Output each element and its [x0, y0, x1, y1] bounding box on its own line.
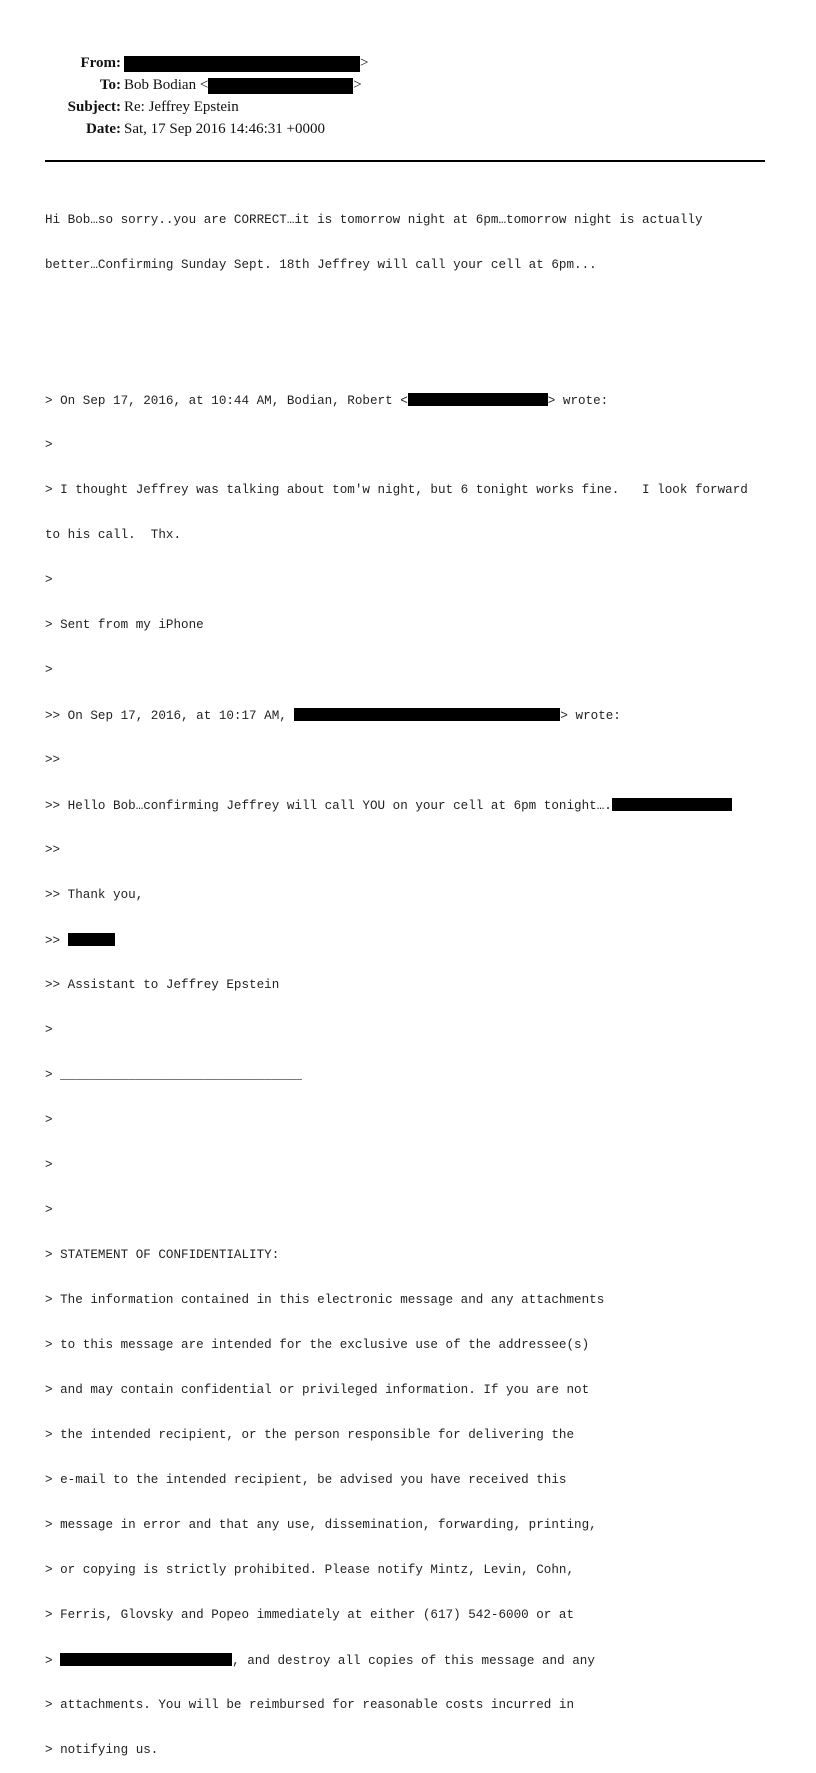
confidentiality-text: , and destroy all copies of this message and any [232, 1654, 595, 1668]
redaction-block [294, 708, 560, 721]
confidentiality-line: > message in error and that any use, dissemination, forwarding, printing, [45, 1518, 597, 1532]
quote-header-text: > wrote: [560, 709, 621, 723]
quote-text: >> [45, 934, 68, 948]
confidentiality-line: > or copying is strictly prohibited. Please notify Mintz, Levin, Cohn, [45, 1563, 575, 1577]
from-value [124, 52, 368, 74]
quote-header-text: > On Sep 17, 2016, at 10:44 AM, Bodian, Robert < [45, 394, 408, 408]
quote-line: > [45, 438, 53, 452]
quote-line: > I thought Jeffrey was talking about tom'w night, but 6 tonight works fine. I look forward [45, 483, 748, 497]
from-label: From: [80, 55, 121, 71]
quote-header-line [45, 708, 785, 723]
quote-line [45, 933, 785, 948]
quote-line: > [45, 1113, 53, 1127]
date-row [0, 118, 816, 140]
redaction-block [208, 78, 353, 94]
confidentiality-line: > STATEMENT OF CONFIDENTIALITY: [45, 1248, 280, 1262]
quote-line: > [45, 1023, 53, 1037]
blank-line [45, 348, 785, 363]
confidentiality-line: > notifying us. [45, 1743, 159, 1757]
quote-line: > [45, 573, 53, 587]
date-value: Sat, 17 Sep 2016 14:46:31 +0000 [124, 121, 325, 137]
confidentiality-line: > e-mail to the intended recipient, be advised you have received this [45, 1473, 567, 1487]
quote-line: >> [45, 753, 61, 767]
subject-label: Subject: [67, 99, 121, 115]
quote-header-line [45, 393, 785, 408]
quote-line [45, 798, 785, 813]
to-row [0, 74, 816, 96]
subject-row [0, 96, 816, 118]
to-value [124, 74, 362, 96]
confidentiality-line: > The information contained in this electronic message and any attachments [45, 1293, 605, 1307]
quote-line: >> Assistant to Jeffrey Epstein [45, 978, 280, 992]
from-suffix: > [360, 55, 369, 71]
from-row [0, 52, 816, 74]
quote-header-text: >> On Sep 17, 2016, at 10:17 AM, [45, 709, 295, 723]
date-label: Date: [86, 121, 121, 137]
to-suffix: > [353, 77, 362, 93]
redaction-block [408, 393, 548, 406]
quote-line: > [45, 663, 53, 677]
to-label: To: [99, 77, 121, 93]
header-divider [45, 160, 765, 162]
confidentiality-line: > Ferris, Glovsky and Popeo immediately at either (617) 542-6000 or at [45, 1608, 575, 1622]
quote-line: >> Thank you, [45, 888, 144, 902]
body-line: Hi Bob…so sorry..you are CORRECT…it is tomorrow night at 6pm…tomorrow night is actually [45, 213, 703, 227]
quote-text: >> Hello Bob…confirming Jeffrey will call YOU on your cell at 6pm tonight…. [45, 799, 612, 813]
quote-line: > [45, 1158, 53, 1172]
quote-line: > Sent from my iPhone [45, 618, 204, 632]
redaction-block [612, 798, 732, 811]
confidentiality-line: > attachments. You will be reimbursed for reasonable costs incurred in [45, 1698, 575, 1712]
redaction-block [124, 56, 360, 72]
blank-line [45, 303, 785, 318]
confidentiality-line: > and may contain confidential or privileged information. If you are not [45, 1383, 590, 1397]
confidentiality-line: > the intended recipient, or the person responsible for delivering the [45, 1428, 575, 1442]
confidentiality-line: > to this message are intended for the exclusive use of the addressee(s) [45, 1338, 590, 1352]
body-line: better…Confirming Sunday Sept. 18th Jeffrey will call your cell at 6pm... [45, 258, 597, 272]
to-name: Bob Bodian < [124, 77, 209, 93]
quote-line: to his call. Thx. [45, 528, 182, 542]
quote-line: >> [45, 843, 61, 857]
quote-header-text: > wrote: [547, 394, 609, 408]
confidentiality-text: > [45, 1654, 61, 1668]
confidentiality-line [45, 1653, 785, 1668]
redaction-block [68, 933, 115, 946]
quote-line: > [45, 1203, 53, 1217]
quote-line: > ________________________________ [45, 1068, 302, 1082]
redaction-block [60, 1653, 232, 1666]
email-body [45, 183, 785, 1773]
subject-value: Re: Jeffrey Epstein [124, 99, 239, 115]
